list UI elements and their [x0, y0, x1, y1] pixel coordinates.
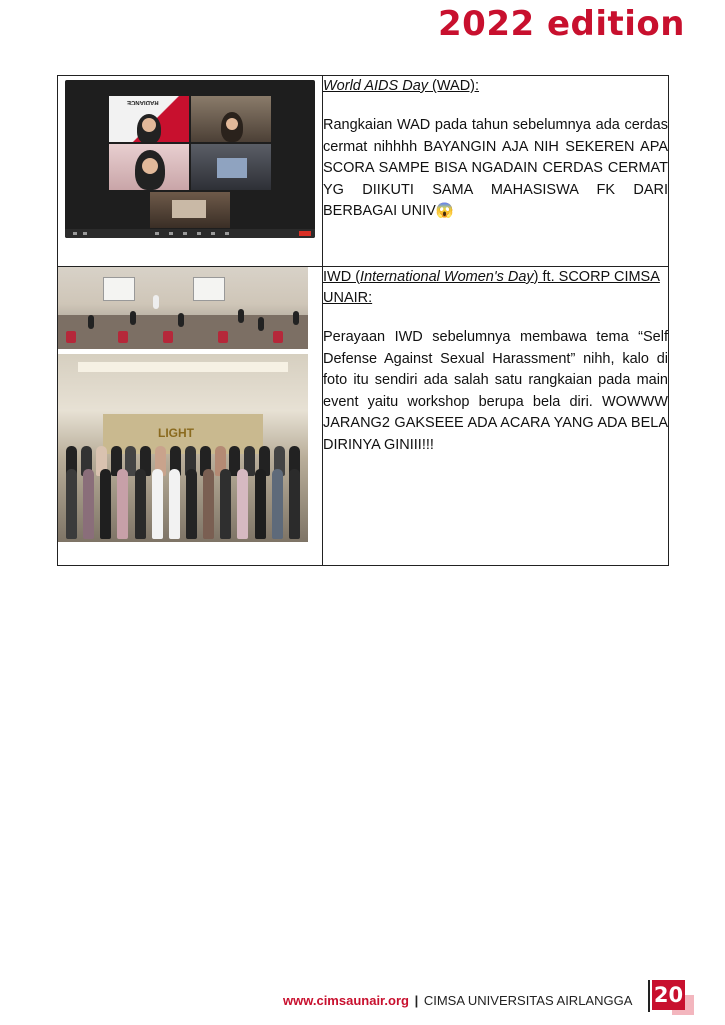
end-call-icon: [299, 231, 311, 236]
page-number-divider: [648, 980, 650, 1012]
wad-image-cell: [58, 76, 323, 267]
wad-text-cell: [323, 76, 669, 267]
table-row: [58, 76, 669, 267]
zoom-toolbar: [65, 229, 315, 238]
ceiling-light: [78, 362, 288, 372]
wad-description: Rangkaian WAD pada tahun sebelumnya ada cerdas cermat nihhhh BAYANGIN AJA NIH SEKEREN APA SCORA SAMPE BISA NGADAIN CERDAS CERMAT YG DIIKUTI SAMA MAHASISWA FK DARI BERBAGAI UNIV😱: [323, 117, 668, 220]
iwd-heading-prefix: IWD (: [323, 269, 361, 285]
iwd-heading-suffix: ) ft. SCORP CIMSA UNAIR:: [323, 269, 660, 306]
video-tile: [150, 192, 230, 228]
page-footer: [283, 993, 632, 1008]
hall-workshop-photo: [58, 267, 308, 349]
projector-screen: [193, 277, 225, 301]
radiance-logo-text: RADIANCE: [127, 99, 159, 105]
wad-heading-suffix: (WAD):: [428, 78, 480, 94]
laptop-screen: [172, 200, 206, 218]
organization-name: CIMSA UNIVERSITAS AIRLANGGA: [423, 993, 633, 1008]
edition-title: 2022 edition: [438, 4, 685, 44]
table-row: [58, 267, 669, 566]
participant-face: [226, 118, 238, 130]
video-tile: [109, 96, 189, 142]
laptop-screen: [217, 158, 247, 178]
participant-face: [142, 118, 156, 132]
page-number: 20: [652, 980, 685, 1010]
projector-screen: [103, 277, 135, 301]
footer-separator: |: [414, 993, 419, 1008]
group-photo: [58, 354, 308, 542]
iwd-image-cell: [58, 267, 323, 566]
video-tile: [109, 144, 189, 190]
iwd-heading-title: International Women's Day: [360, 269, 534, 285]
backdrop-sign: LIGHT: [158, 426, 194, 440]
iwd-text-cell: [323, 267, 669, 566]
activities-table: [57, 75, 669, 566]
website-link[interactable]: www.cimsaunair.org: [283, 993, 409, 1008]
zoom-call-photo: [65, 80, 315, 238]
iwd-heading: [323, 267, 668, 309]
wad-heading-title: World AIDS Day: [323, 78, 429, 94]
wad-heading: [323, 76, 668, 97]
iwd-description: Perayaan IWD sebelumnya membawa tema “Self Defense Against Sexual Harassment” nihh, kalo di foto itu sendiri ada salah satu rangkaian pada main event yaitu workshop berupa bela diri. WOWWW JARANG2 GAKSEEE ADA ACARA YANG ADA BELA DIRINYA GINIII!!!: [323, 329, 668, 453]
video-tile: [191, 144, 271, 190]
participant-face: [142, 158, 158, 174]
group-front-row: [66, 469, 300, 539]
video-tile: [191, 96, 271, 142]
